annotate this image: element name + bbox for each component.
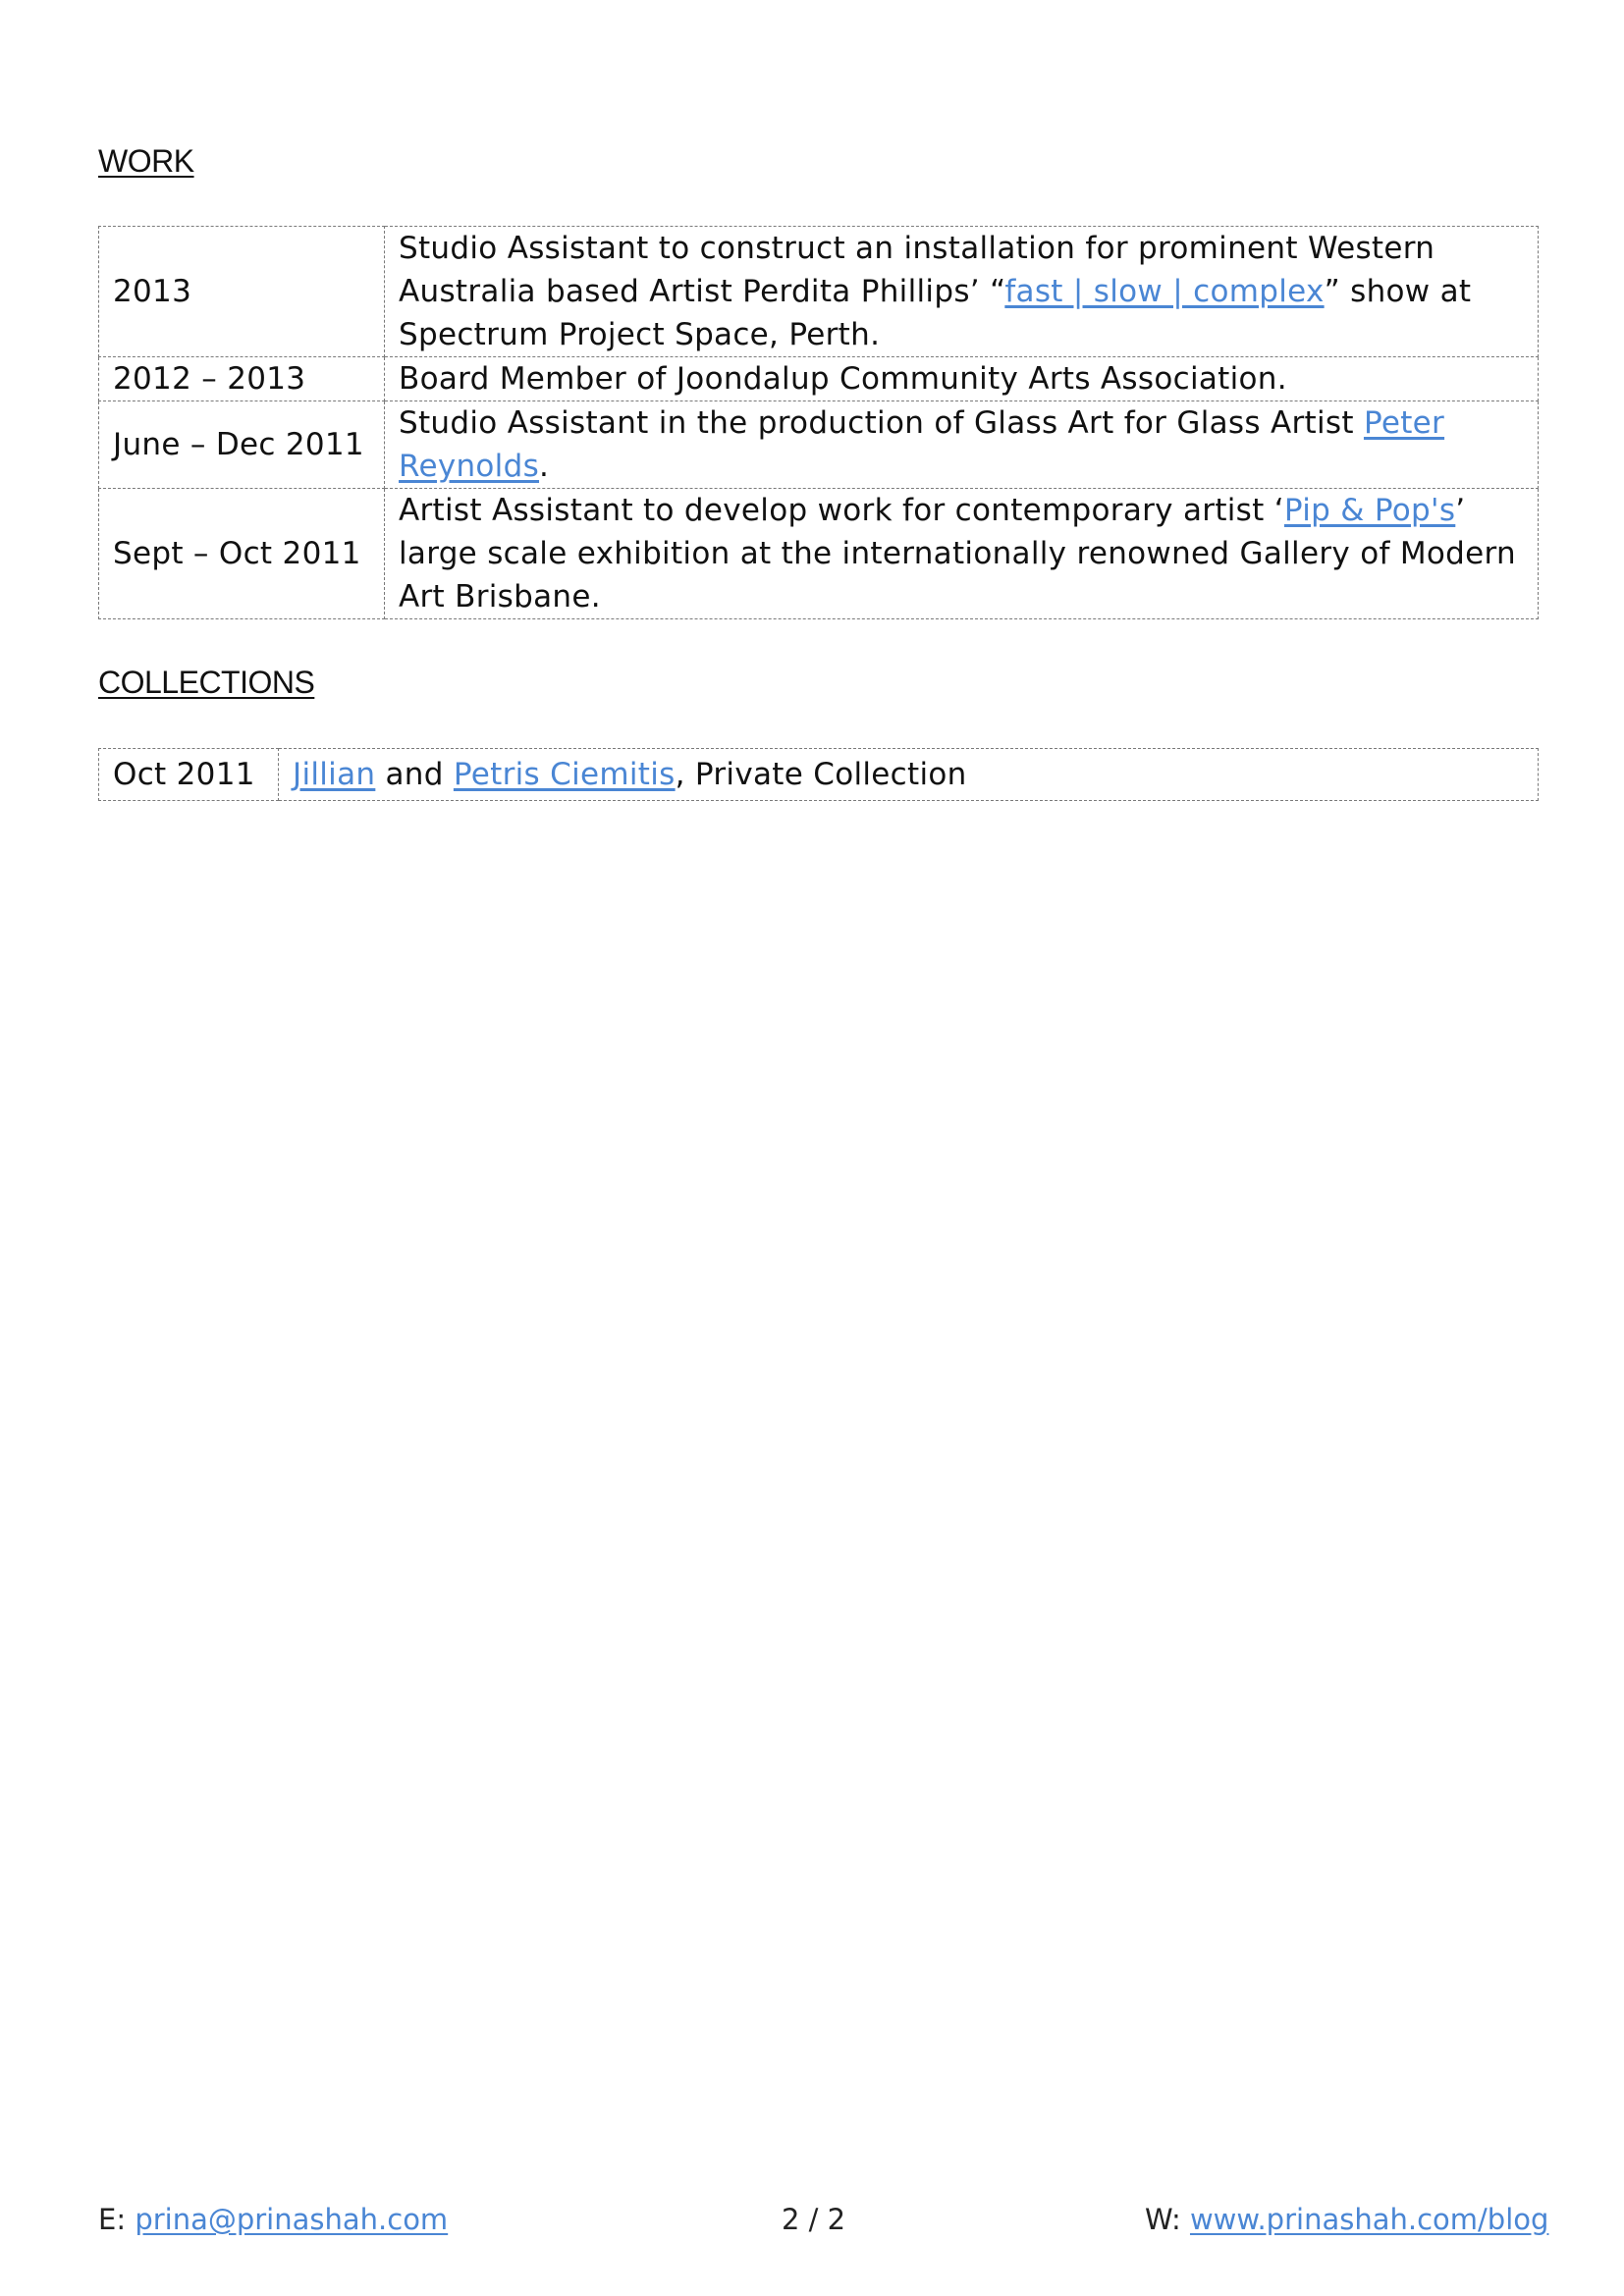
website-link[interactable]: www.prinashah.com/blog <box>1189 2203 1549 2236</box>
work-table <box>98 226 1539 619</box>
footer-web <box>1145 2203 1548 2236</box>
page-number: 2 / 2 <box>782 2203 846 2236</box>
peter-reynolds-link[interactable]: Peter Reynolds <box>399 405 1445 484</box>
footer-web-label: W: <box>1145 2203 1190 2236</box>
work-description-text: Board Member of Joondalup Community Arts Association. <box>399 361 1287 397</box>
table-row <box>99 749 1539 801</box>
work-description-text: . <box>539 449 550 484</box>
pip-and-pops-link[interactable]: Pip & Pop's <box>1283 493 1456 528</box>
work-description <box>385 357 1539 401</box>
work-description-text: ” show at Spectrum Project Space, Perth. <box>399 274 1472 352</box>
work-heading: WORK <box>98 143 194 179</box>
work-description-text: Studio Assistant in the production of Glass Art for Glass Artist <box>399 405 1364 441</box>
jillian-link[interactable]: Jillian <box>293 757 376 792</box>
work-description <box>385 489 1539 619</box>
table-row <box>99 227 1539 357</box>
collection-description <box>279 749 1539 801</box>
collections-heading: COLLECTIONS <box>98 665 315 700</box>
work-year: 2012 – 2013 <box>99 357 385 401</box>
collection-text: , Private Collection <box>675 757 967 792</box>
work-description <box>385 227 1539 357</box>
work-description-text: ’ large scale exhibition at the internationally renowned Gallery of Modern Art Brisbane. <box>399 493 1516 614</box>
petris-ciemitis-link[interactable]: Petris Ciemitis <box>453 757 676 792</box>
footer-email <box>98 2203 448 2236</box>
collection-text: and <box>375 757 454 792</box>
work-description-text: Artist Assistant to develop work for contemporary artist ‘ <box>399 493 1284 528</box>
fast-slow-complex-link[interactable]: fast | slow | complex <box>1004 274 1325 309</box>
work-year: Sept – Oct 2011 <box>99 489 385 619</box>
collections-table <box>98 748 1539 801</box>
table-row <box>99 401 1539 489</box>
work-year: 2013 <box>99 227 385 357</box>
footer-email-label: E: <box>98 2203 135 2236</box>
work-year: June – Dec 2011 <box>99 401 385 489</box>
collection-year: Oct 2011 <box>99 749 279 801</box>
work-description <box>385 401 1539 489</box>
email-link[interactable]: prina@prinashah.com <box>135 2203 449 2236</box>
table-row <box>99 489 1539 619</box>
table-row <box>99 357 1539 401</box>
work-description-text: Studio Assistant to construct an installation for prominent Western Australia based Artist Perdita Phillips’ “ <box>399 231 1435 309</box>
